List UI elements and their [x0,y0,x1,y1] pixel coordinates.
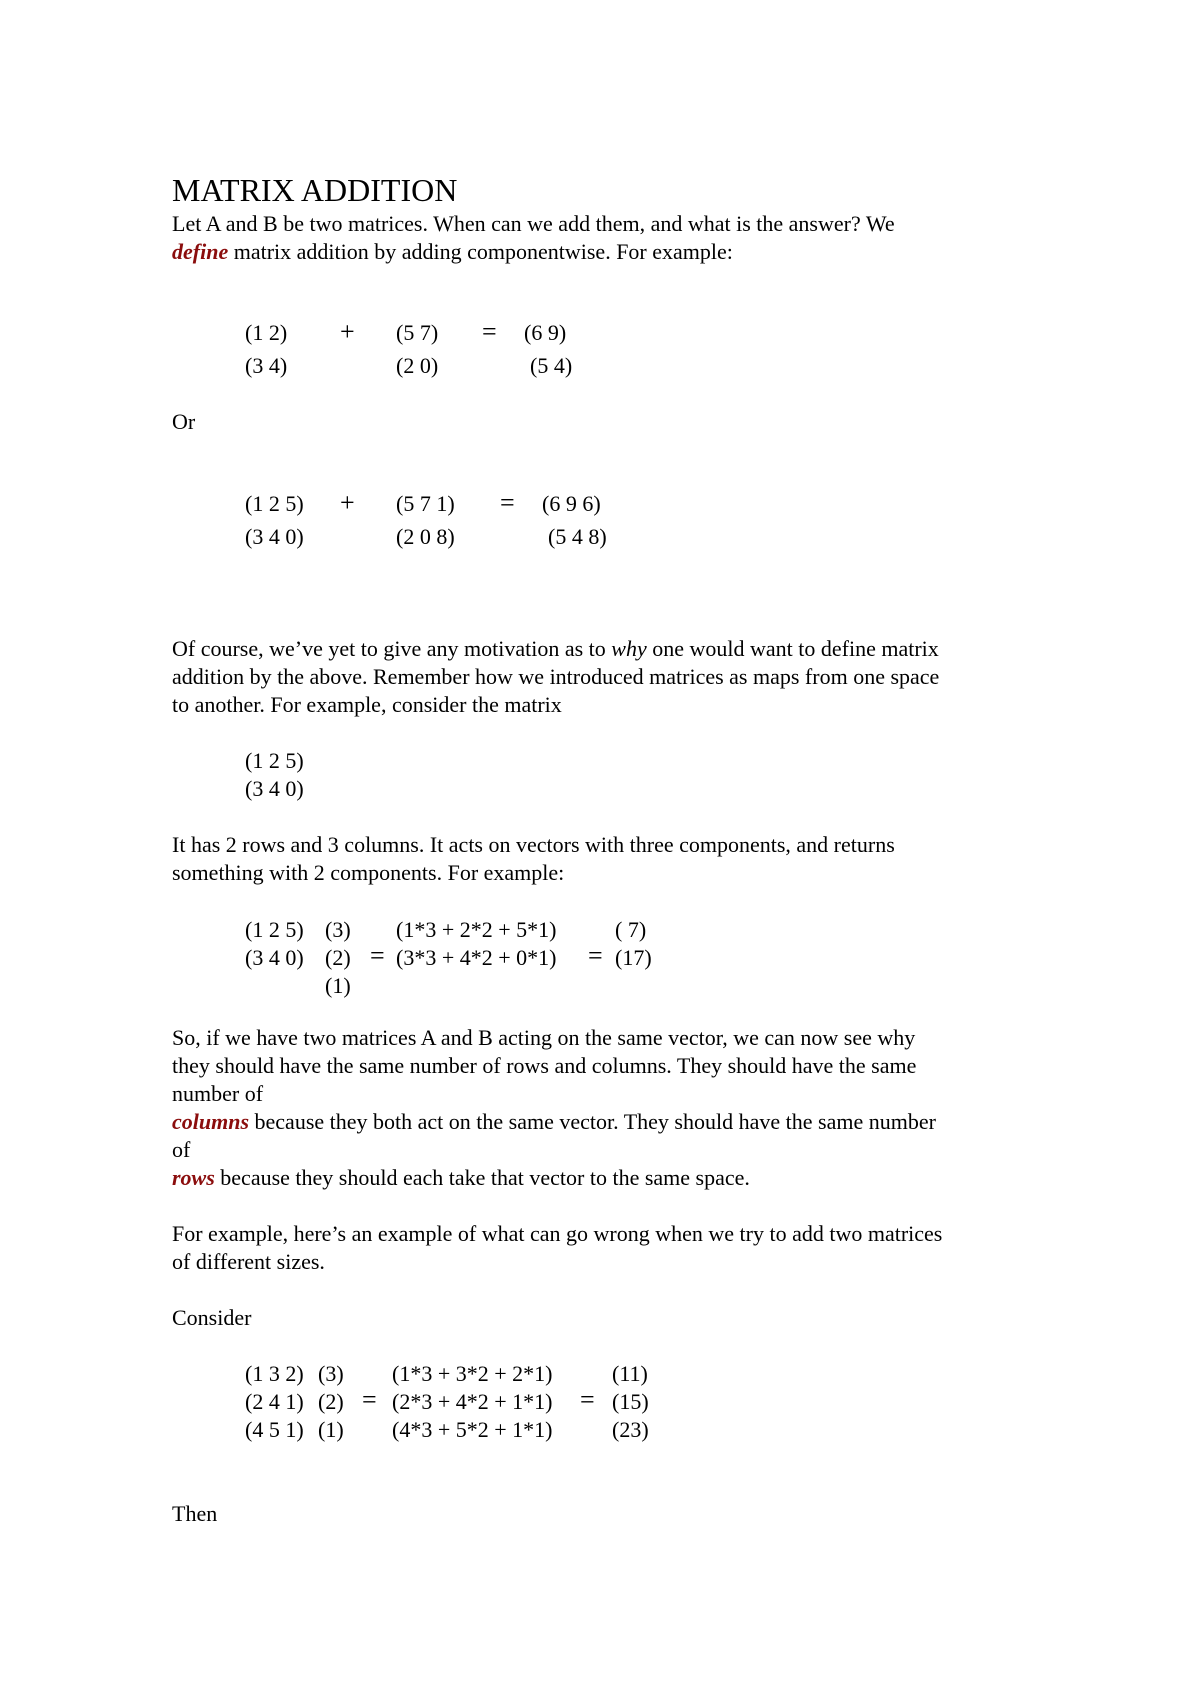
explanation-line-1: So, if we have two matrices A and B acting on the same vector, we can now see why [172,1025,916,1050]
ex2-equals-sign: = [500,488,515,517]
ex3-expansion-row-1: (1*3 + 2*2 + 5*1) [396,917,557,942]
ex4-vector-row-1: (3) [318,1361,344,1386]
ex2-matrix-a-row-2: (3 4 0) [245,524,304,549]
ex1-matrix-a-row-1: (1 2) [245,320,288,345]
ex4-matrix-row-3: (4 5 1) [245,1417,304,1442]
intro-line-1: Let A and B be two matrices. When can we add them, and what is the answer? We [172,211,895,236]
ex1-matrix-b-row-1: (5 7) [396,320,439,345]
ex4-expansion-row-2: (2*3 + 4*2 + 1*1) [392,1389,553,1414]
ex4-matrix-row-2: (2 4 1) [245,1389,304,1414]
ex3-expansion-row-2: (3*3 + 4*2 + 0*1) [396,945,557,970]
ex2-matrix-a-row-1: (1 2 5) [245,491,304,516]
explanation-line-5: of [172,1137,191,1162]
motivation-line-3: to another. For example, consider the matrix [172,692,562,717]
why-emphasis: why [611,636,647,661]
motivation-line-1 [172,635,939,663]
motivation-line-1-pre: Of course, we’ve yet to give any motivation as to [172,636,612,661]
consider-label: Consider [172,1305,252,1330]
ex3-vector-row-3: (1) [325,973,351,998]
explanation-line-6 [172,1164,750,1192]
ex3-result-row-2: (17) [615,945,652,970]
ex4-result-row-3: (23) [612,1417,649,1442]
motivation-line-1-post: one would want to define matrix [646,636,939,661]
ex4-matrix-row-1: (1 3 2) [245,1361,304,1386]
intro-line-2-text: matrix addition by adding componentwise. For example: [228,239,733,264]
ex1-equals-sign: = [482,317,497,346]
ex2-plus-sign: + [340,488,355,517]
ex4-equals-sign-2: = [580,1385,595,1414]
ex1-matrix-a-row-2: (3 4) [245,353,288,378]
ex2-matrix-c-row-1: (6 9 6) [542,491,601,516]
wrong-line-2: of different sizes. [172,1249,325,1274]
display-matrix-row-2: (3 4 0) [245,776,304,801]
ex4-result-row-1: (11) [612,1361,648,1386]
ex3-equals-sign-1: = [370,941,385,970]
define-emphasis: define [172,239,229,264]
ex1-matrix-c-row-2: (5 4) [530,353,573,378]
ex3-vector-row-2: (2) [325,945,351,970]
ex3-vector-row-1: (3) [325,917,351,942]
ex4-vector-row-2: (2) [318,1389,344,1414]
display-matrix-row-1: (1 2 5) [245,748,304,773]
page-title: MATRIX ADDITION [172,172,458,208]
ex4-vector-row-3: (1) [318,1417,344,1442]
explanation-line-4 [172,1108,936,1136]
explanation-line-3: number of [172,1081,264,1106]
ex4-equals-sign-1: = [362,1385,377,1414]
rows-cols-line-2: something with 2 components. For example: [172,860,565,885]
ex4-expansion-row-3: (4*3 + 5*2 + 1*1) [392,1417,553,1442]
ex2-matrix-c-row-2: (5 4 8) [548,524,607,549]
ex3-equals-sign-2: = [588,941,603,970]
explanation-line-4-text: because they both act on the same vector. They should have the same number [249,1109,936,1134]
explanation-line-6-text: because they should each take that vector to the same space. [214,1165,750,1190]
columns-emphasis: columns [172,1109,250,1134]
ex3-matrix-row-2: (3 4 0) [245,945,304,970]
ex2-matrix-b-row-2: (2 0 8) [396,524,455,549]
explanation-line-2: they should have the same number of rows and columns. They should have the same [172,1053,917,1078]
ex4-expansion-row-1: (1*3 + 3*2 + 2*1) [392,1361,553,1386]
ex1-matrix-b-row-2: (2 0) [396,353,439,378]
ex1-plus-sign: + [340,317,355,346]
ex2-matrix-b-row-1: (5 7 1) [396,491,455,516]
intro-line-2 [172,238,733,266]
then-label: Then [172,1501,218,1526]
wrong-line-1: For example, here’s an example of what can go wrong when we try to add two matrices [172,1221,943,1246]
ex3-result-row-1: ( 7) [615,917,647,942]
ex1-matrix-c-row-1: (6 9) [524,320,567,345]
motivation-line-2: addition by the above. Remember how we introduced matrices as maps from one space [172,664,940,689]
rows-emphasis: rows [172,1165,215,1190]
ex4-result-row-2: (15) [612,1389,649,1414]
ex3-matrix-row-1: (1 2 5) [245,917,304,942]
rows-cols-line-1: It has 2 rows and 3 columns. It acts on vectors with three components, and returns [172,832,895,857]
or-label: Or [172,409,196,434]
